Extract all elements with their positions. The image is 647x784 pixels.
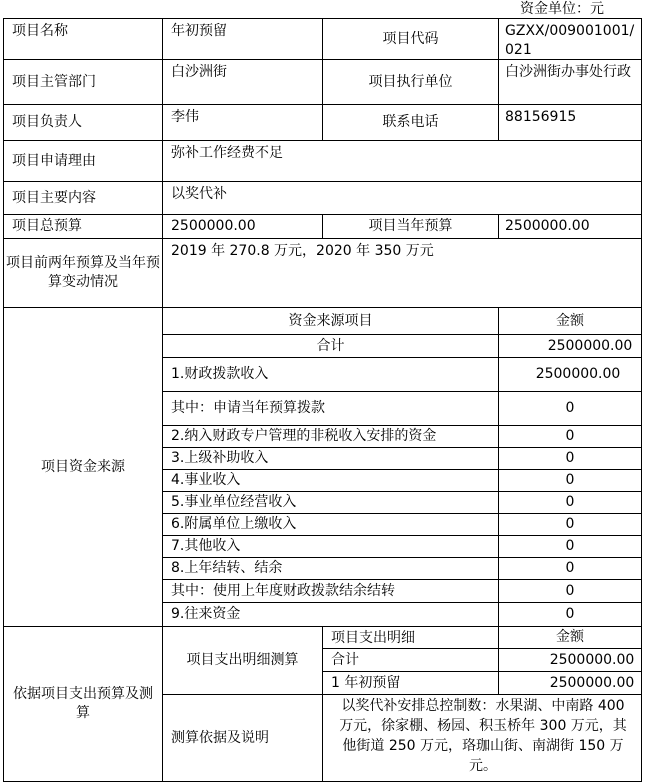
expense-item-amount: 2500000.00 — [498, 648, 642, 672]
funding-item-label: 1.财政拨款收入 — [162, 357, 499, 392]
exec-unit-label: 项目执行单位 — [322, 59, 499, 105]
funding-item-amount: 0 — [498, 425, 642, 448]
funding-item-amount: 0 — [498, 469, 642, 492]
expense-item-header: 项目支出明细 — [322, 626, 499, 649]
expense-amount-header: 金额 — [498, 626, 642, 649]
funding-item-label: 合计 — [162, 334, 499, 358]
funding-item-amount: 0 — [498, 513, 642, 536]
funding-item-amount: 0 — [498, 491, 642, 514]
reason-value: 弥补工作经费不足 — [162, 140, 642, 182]
year-budget-value: 2500000.00 — [498, 214, 642, 239]
funding-item-amount: 2500000.00 — [498, 357, 642, 392]
funding-item-amount: 0 — [498, 602, 642, 627]
dept-value: 白沙洲街 — [162, 59, 323, 105]
funding-item-header: 资金来源项目 — [162, 307, 499, 335]
phone-value: 88156915 — [498, 104, 642, 141]
total-budget-value: 2500000.00 — [162, 214, 323, 239]
leader-label: 项目负责人 — [3, 104, 163, 141]
expense-detail-label: 项目支出明细测算 — [162, 626, 323, 695]
funding-item-amount: 0 — [498, 535, 642, 558]
phone-label: 联系电话 — [322, 104, 499, 141]
project-name-value: 年初预留 — [162, 18, 323, 60]
expense-item-label: 合计 — [322, 648, 499, 672]
funding-item-label: 3.上级补助收入 — [162, 447, 499, 470]
year-budget-label: 项目当年预算 — [322, 214, 499, 239]
funding-item-amount: 0 — [498, 557, 642, 580]
content-label: 项目主要内容 — [3, 181, 163, 215]
prev-budget-value: 2019 年 270.8 万元，2020 年 350 万元 — [162, 238, 642, 308]
funding-item-label: 2.纳入财政专户管理的非税收入安排的资金 — [162, 425, 499, 448]
funding-item-amount: 0 — [498, 579, 642, 603]
project-name-label: 项目名称 — [3, 18, 163, 60]
funding-item-label: 8.上年结转、结余 — [162, 557, 499, 580]
funding-item-label: 其中：申请当年预算拨款 — [162, 391, 499, 426]
funding-item-amount: 0 — [498, 391, 642, 426]
prev-budget-label: 项目前两年预算及当年预算变动情况 — [3, 238, 163, 308]
funding-item-label: 5.事业单位经营收入 — [162, 491, 499, 514]
reason-label: 项目申请理由 — [3, 140, 163, 182]
project-code-value: GZXX/009001001/021 — [498, 18, 642, 60]
dept-label: 项目主管部门 — [3, 59, 163, 105]
content-value: 以奖代补 — [162, 181, 642, 215]
funding-item-label: 7.其他收入 — [162, 535, 499, 558]
exec-unit-value: 白沙洲街办事处行政 — [498, 59, 642, 105]
funding-item-label: 其中：使用上年度财政拨款结余结转 — [162, 579, 499, 603]
project-code-label: 项目代码 — [322, 18, 499, 60]
total-budget-label: 项目总预算 — [3, 214, 163, 239]
expense-item-label: 1 年初预留 — [322, 671, 499, 695]
expense-section-label: 依据项目支出预算及测算 — [3, 626, 163, 782]
fund-unit-label: 资金单位：元 — [520, 1, 604, 17]
funding-item-amount: 0 — [498, 447, 642, 470]
basis-value: 以奖代补安排总控制数：水果湖、中南路 400 万元，徐家棚、杨园、积玉桥年 300 万元，其他街道 250 万元，珞珈山街、南湖街 150 万元。 — [322, 694, 642, 782]
funding-section-label: 项目资金来源 — [3, 307, 163, 627]
basis-label: 测算依据及说明 — [162, 694, 323, 782]
leader-value: 李伟 — [162, 104, 323, 141]
funding-amount-header: 金额 — [498, 307, 642, 335]
funding-item-label: 9.往来资金 — [162, 602, 499, 627]
funding-item-amount: 2500000.00 — [498, 334, 642, 358]
funding-item-label: 4.事业收入 — [162, 469, 499, 492]
expense-item-amount: 2500000.00 — [498, 671, 642, 695]
funding-item-label: 6.附属单位上缴收入 — [162, 513, 499, 536]
